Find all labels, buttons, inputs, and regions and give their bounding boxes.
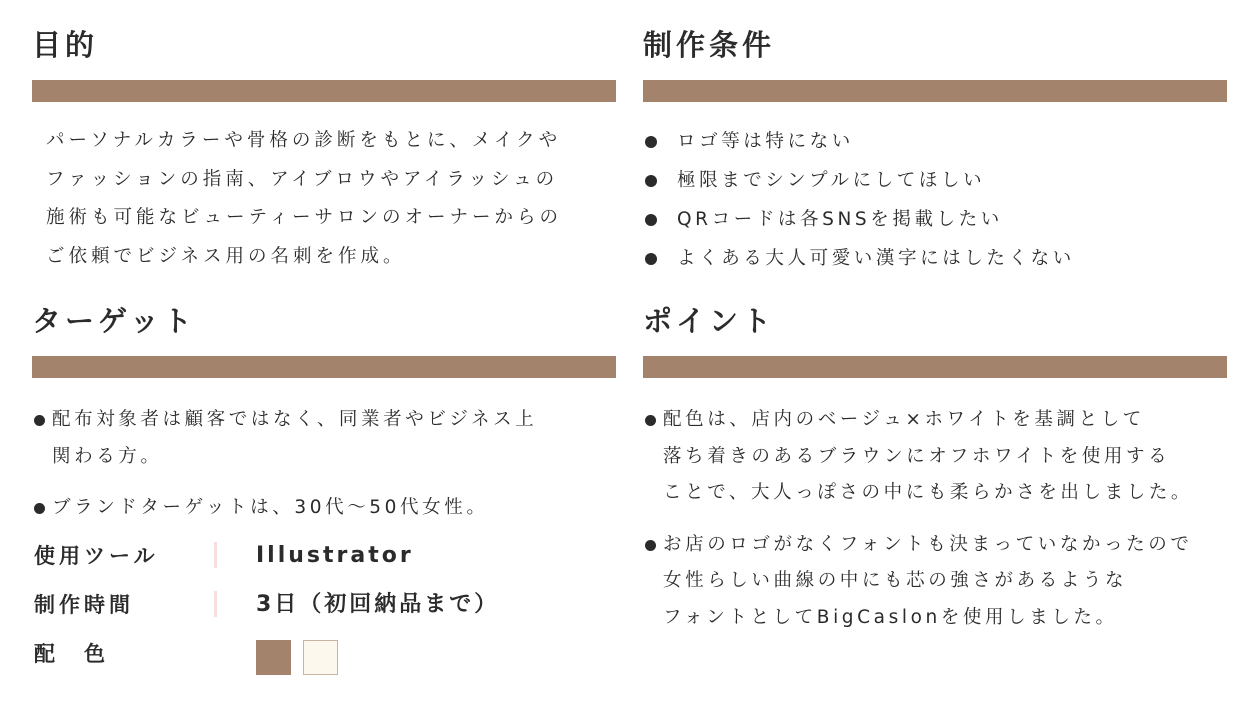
list-item-line: ことで、大人っぽさの中にも柔らかさを出しました。 xyxy=(663,482,1194,503)
purpose-section xyxy=(32,28,616,276)
bullet-icon xyxy=(645,214,657,226)
purpose-title-bar xyxy=(32,80,616,102)
purpose-line: ご依頼でビジネス用の名刺を作成。 xyxy=(46,245,406,267)
conditions-list xyxy=(643,122,1227,278)
target-section xyxy=(32,304,616,542)
spec-row-time xyxy=(34,585,594,634)
time-label: 制作時間 xyxy=(34,593,134,617)
points-section xyxy=(643,304,1227,651)
spec-separator xyxy=(214,542,217,568)
target-title: ターゲット xyxy=(32,304,196,338)
list-item xyxy=(643,161,1227,200)
brown-color-swatch xyxy=(256,640,291,675)
tool-value: Illustrator xyxy=(256,543,414,568)
purpose-title: 目的 xyxy=(32,28,99,62)
list-item-line: 配色は、店内のベージュ×ホワイトを基調として xyxy=(663,409,1145,430)
points-list xyxy=(643,402,1227,636)
bullet-icon xyxy=(645,175,657,187)
purpose-text xyxy=(46,122,616,276)
list-item xyxy=(643,200,1227,239)
bullet-icon xyxy=(34,415,45,426)
list-item xyxy=(643,402,1227,512)
spec-row-tool xyxy=(34,536,594,585)
list-item xyxy=(643,239,1227,278)
points-title: ポイント xyxy=(643,304,776,338)
list-item-line: 関わる方。 xyxy=(52,445,163,467)
bullet-icon xyxy=(645,253,657,265)
list-item-line: フォントとしてBigCaslonを使用しました。 xyxy=(663,606,1118,628)
offwhite-color-swatch xyxy=(303,640,338,675)
color-label: 配 色 xyxy=(34,642,109,666)
conditions-title-bar xyxy=(643,80,1227,102)
list-item xyxy=(32,402,616,475)
bullet-icon xyxy=(645,540,656,551)
bullet-icon xyxy=(645,415,656,426)
purpose-line: ファッションの指南、アイブロウやアイラッシュの xyxy=(46,168,559,190)
spec-table xyxy=(34,536,594,683)
list-item-text: QRコードは各SNSを掲載したい xyxy=(677,209,1003,230)
list-item-text: よくある大人可愛い漢字にはしたくない xyxy=(677,248,1075,269)
list-item-line: 女性らしい曲線の中にも芯の強さがあるような xyxy=(663,570,1128,591)
list-item-text: ロゴ等は特にない xyxy=(677,131,854,152)
spec-separator xyxy=(214,591,217,617)
time-value: 3日（初回納品まで） xyxy=(256,592,500,617)
tool-label: 使用ツール xyxy=(34,544,159,568)
conditions-section xyxy=(643,28,1227,278)
points-title-bar xyxy=(643,356,1227,378)
target-title-bar xyxy=(32,356,616,378)
purpose-line: 施術も可能なビューティーサロンのオーナーからの xyxy=(46,207,563,228)
purpose-line: パーソナルカラーや骨格の診断をもとに、メイクや xyxy=(46,130,562,151)
list-item xyxy=(643,122,1227,161)
conditions-title: 制作条件 xyxy=(643,28,776,62)
list-item xyxy=(32,490,616,527)
list-item-line: お店のロゴがなくフォントも決まっていなかったので xyxy=(663,533,1193,555)
list-item xyxy=(643,527,1227,637)
list-item-line: 配布対象者は顧客ではなく、同業者やビジネス上 xyxy=(52,409,538,430)
bullet-icon xyxy=(34,503,45,514)
list-item-text: 極限までシンプルにしてほしい xyxy=(677,170,986,191)
spec-row-color xyxy=(34,634,594,683)
bullet-icon xyxy=(645,136,657,148)
list-item-line: 落ち着きのあるブラウンにオフホワイトを使用する xyxy=(663,445,1171,467)
list-item-line: ブランドターゲットは、30代〜50代女性。 xyxy=(52,497,489,518)
target-list xyxy=(32,402,616,527)
